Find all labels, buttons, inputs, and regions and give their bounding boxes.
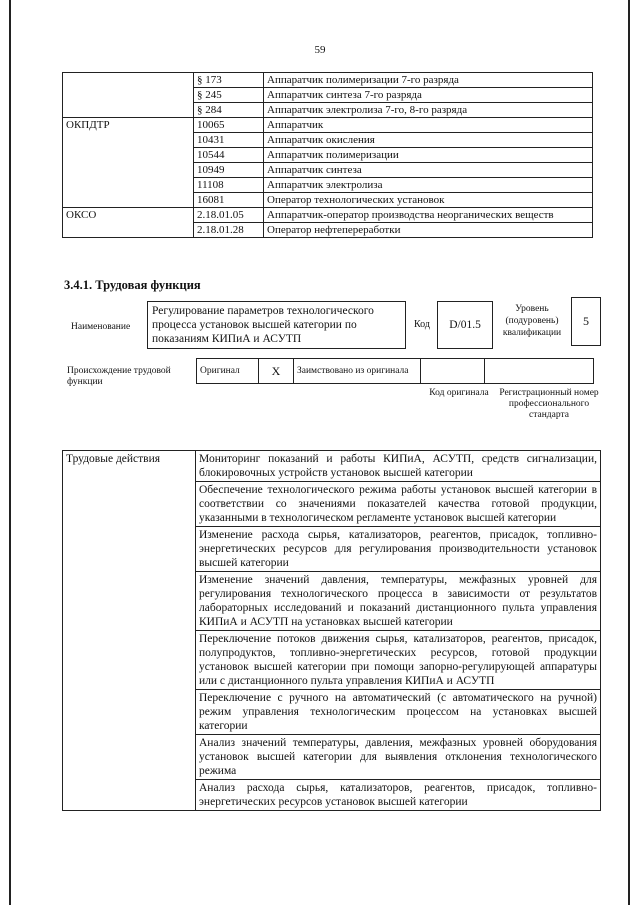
- code-cell: 2.18.01.28: [194, 223, 264, 238]
- scan-edge-right: [628, 0, 630, 905]
- group-cell: ОКПДТР: [63, 118, 194, 208]
- origin-label: Происхождение трудовой функции: [67, 366, 171, 387]
- code-cell: 16081: [194, 193, 264, 208]
- code-cell: 10544: [194, 148, 264, 163]
- section-heading: 3.4.1. Трудовая функция: [64, 278, 201, 292]
- name-cell: Аппаратчик синтеза: [264, 163, 593, 178]
- labor-action-item: Переключение потоков движения сырья, катализаторов, реагентов, присадок, полупродуктов, топливно-энергетических ресурсов, готовой продукции установок высшей категории при помощи запорно-регулирующей аппаратуры или с дистанционного пульта управления КИПиА и АСУТП: [196, 631, 601, 690]
- labor-action-item: Переключение с ручного на автоматический (с автоматического на ручной) режим управления технологическим процессом на установках высшей категории: [196, 690, 601, 735]
- origin-table: [196, 358, 594, 384]
- page-number: 59: [314, 44, 326, 56]
- name-cell: Оператор технологических установок: [264, 193, 593, 208]
- code-original-cell: [421, 359, 485, 384]
- scan-edge-left: [9, 0, 11, 905]
- name-cell: Аппаратчик полимеризации 7-го разряда: [264, 73, 593, 88]
- labor-action-item: Изменение значений давления, температуры, межфазных уровней для регулирования технологического процесса в зависимости от результатов лабораторных исследований и показаний дистанционного пульта управления КИПиА и АСУТП на установках высшей категории: [196, 572, 601, 631]
- code-original-caption: Код оригинала: [429, 388, 489, 398]
- table-row: [63, 118, 593, 133]
- name-cell: Оператор нефтепереработки: [264, 223, 593, 238]
- reg-number-caption: Регистрационный номер профессионального стандарта: [499, 388, 599, 420]
- name-cell: Аппаратчик электролиза 7-го, 8-го разряда: [264, 103, 593, 118]
- level-label: Уровень (подуровень) квалификации: [502, 304, 562, 338]
- code-value: D/01.5: [437, 301, 493, 349]
- code-cell: 11108: [194, 178, 264, 193]
- level-value: 5: [571, 297, 601, 346]
- name-cell: Аппаратчик окисления: [264, 133, 593, 148]
- naming-label: Наименование: [71, 322, 131, 332]
- original-label: Оригинал: [197, 359, 259, 384]
- labor-actions-table: [62, 450, 601, 811]
- name-cell: Аппаратчик синтеза 7-го разряда: [264, 88, 593, 103]
- code-cell: § 245: [194, 88, 264, 103]
- labor-action-item: Изменение расхода сырья, катализаторов, реагентов, присадок, топливно-энергетических ресурсов для регулирования производительности установок высшей категории: [196, 527, 601, 572]
- codes-table: [62, 72, 593, 238]
- code-label: Код: [414, 319, 430, 330]
- table-row: [63, 451, 601, 482]
- code-cell: 2.18.01.05: [194, 208, 264, 223]
- table-row: [197, 359, 594, 384]
- naming-value: Регулирование параметров технологического процесса установок высшей категории по показаниям КИПиА и АСУТП: [147, 301, 406, 349]
- name-cell: Аппаратчик полимеризации: [264, 148, 593, 163]
- reg-number-cell: [485, 359, 594, 384]
- name-cell: Аппаратчик-оператор производства неорганических веществ: [264, 208, 593, 223]
- code-cell: § 284: [194, 103, 264, 118]
- table-row: [63, 208, 593, 223]
- name-cell: Аппаратчик: [264, 118, 593, 133]
- labor-action-item: Мониторинг показаний и работы КИПиА, АСУТП, средств сигнализации, блокировочных устройств установок высшей категории: [196, 451, 601, 482]
- code-cell: 10949: [194, 163, 264, 178]
- labor-action-item: Обеспечение технологического режима работы установок высшей категории в соответствии со значениями показателей качества готовой продукции, указанными в технологическом регламенте установок высшей категории: [196, 482, 601, 527]
- name-cell: Аппаратчик электролиза: [264, 178, 593, 193]
- borrowed-label: Заимствовано из оригинала: [294, 359, 421, 384]
- group-cell: [63, 73, 194, 118]
- group-cell: ОКСО: [63, 208, 194, 238]
- labor-actions-label: Трудовые действия: [63, 451, 196, 811]
- table-row: [63, 73, 593, 88]
- original-mark: X: [259, 359, 294, 384]
- labor-action-item: Анализ значений температуры, давления, межфазных уровней оборудования установок высшей категории для выявления отклонения технологического режима: [196, 735, 601, 780]
- code-cell: 10065: [194, 118, 264, 133]
- labor-action-item: Анализ расхода сырья, катализаторов, реагентов, присадок, топливно-энергетических ресурсов установок высшей категории: [196, 780, 601, 811]
- code-cell: § 173: [194, 73, 264, 88]
- code-cell: 10431: [194, 133, 264, 148]
